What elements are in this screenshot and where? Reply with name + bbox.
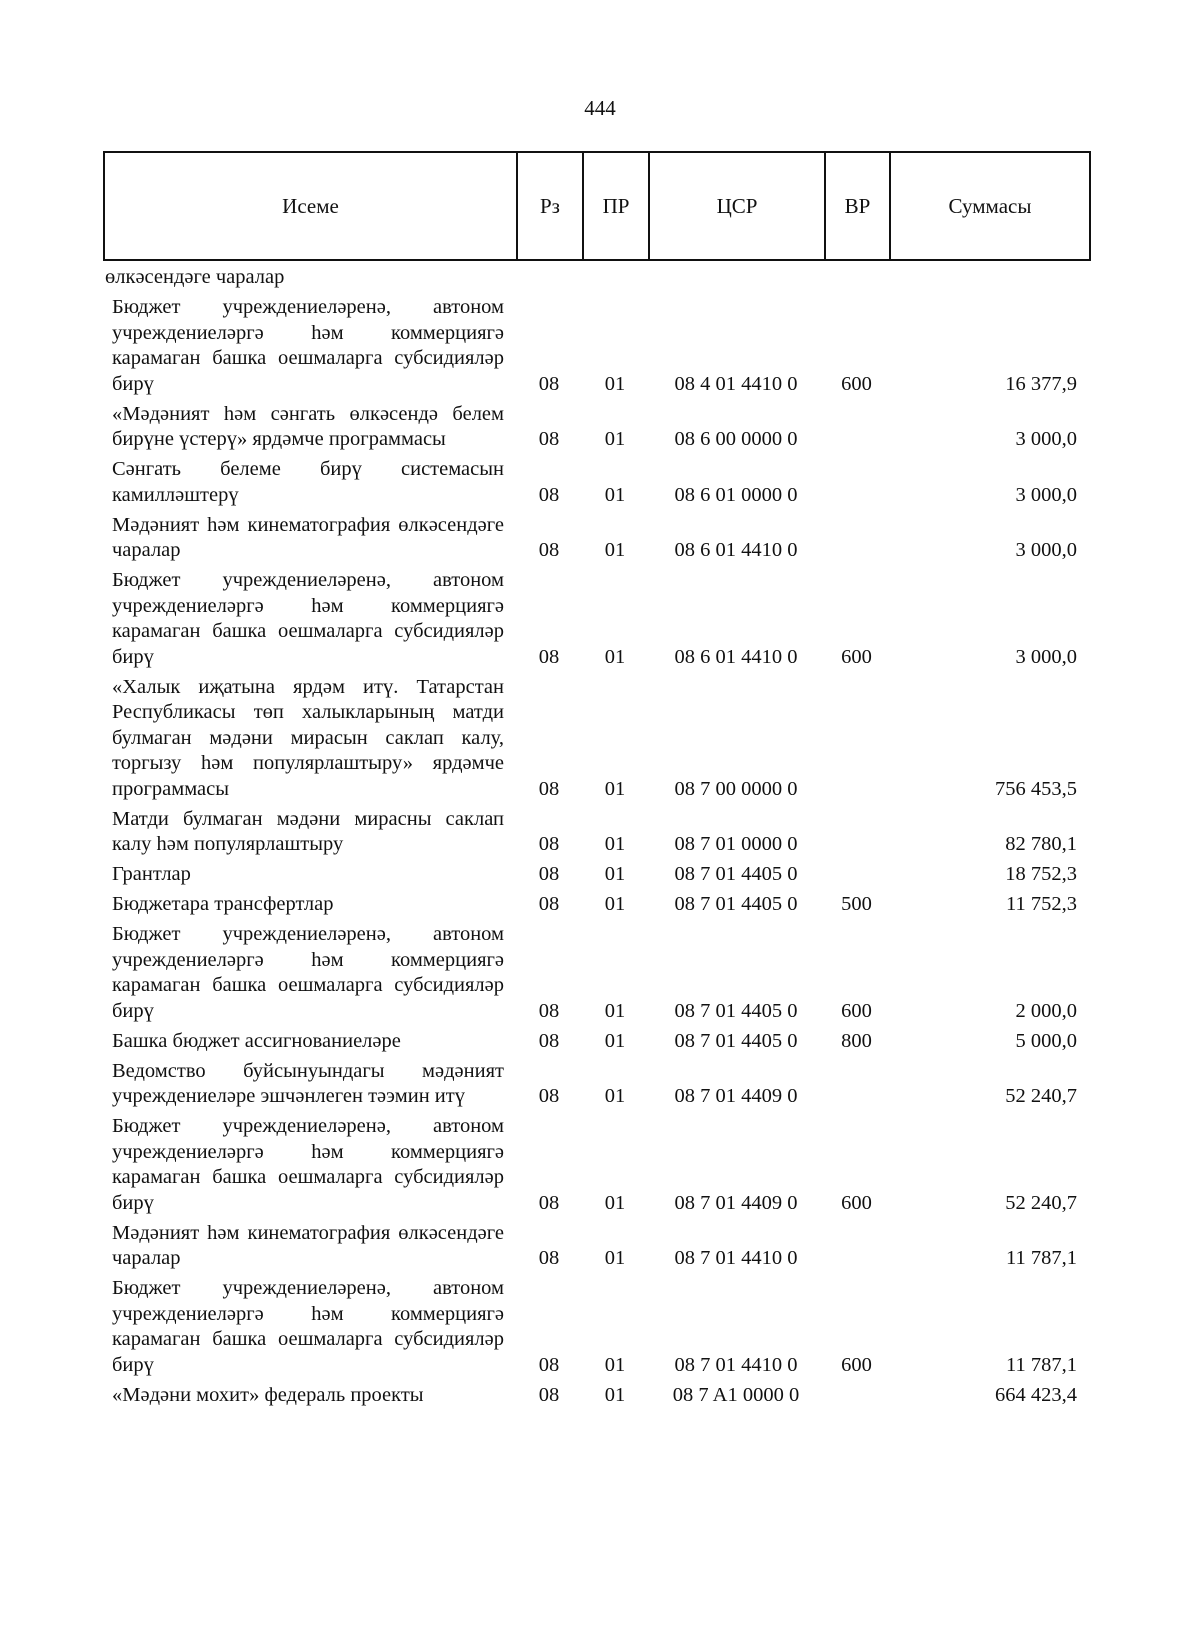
cell-rz: 08: [538, 372, 560, 395]
table-row: [103, 295, 1089, 402]
cell-vr: 500: [841, 893, 872, 915]
table-row: [103, 675, 1089, 807]
cell-pr: 01: [604, 833, 626, 855]
cell-name: Мәдәният һәм кинематография өлкәсендәге чаралар: [112, 513, 504, 561]
table-row: [103, 265, 1089, 295]
cell-name: Бюджет учреждениеләренә, автоном учреждениеләргә һәм коммерциягә карамаган башка оешмаларга субсидияләр бирү: [112, 923, 504, 1022]
cell-sum: 52 240,7: [1005, 1085, 1077, 1107]
cell-name: Бюджет учреждениеләренә, автоном учреждениеләргә һәм коммерциягә карамаган башка оешмаларга субсидияләр бирү: [112, 569, 504, 668]
cell-rz: 08: [538, 645, 560, 668]
cell-csr: 08 7 01 4405 0: [674, 863, 798, 885]
cell-vr: [824, 1383, 889, 1413]
cell-sum: 16 377,9: [1005, 372, 1077, 395]
column-header-rz: Рз: [517, 152, 583, 260]
cell-pr: 01: [604, 1085, 626, 1107]
cell-name: Грантлар: [112, 863, 191, 885]
cell-vr: [824, 1059, 889, 1115]
cell-pr: 01: [604, 863, 626, 885]
cell-pr: 01: [604, 1191, 626, 1214]
cell-name: «Мәдәният һәм сәнгать өлкәсендә белем бирүне үстерү» ярдәмче программасы: [112, 402, 504, 450]
cell-rz: 08: [538, 428, 560, 450]
cell-sum: 11 787,1: [1006, 1353, 1077, 1376]
cell-csr: 08 7 01 4409 0: [674, 1191, 798, 1214]
cell-pr: 01: [604, 1029, 626, 1052]
cell-csr: 08 4 01 4410 0: [674, 372, 798, 395]
cell-csr: 08 7 01 4410 0: [674, 1247, 798, 1269]
cell-rz: 08: [538, 1353, 560, 1376]
cell-name: Бюджет учреждениеләренә, автоном учреждениеләргә һәм коммерциягә карамаган башка оешмаларга субсидияләр бирү: [112, 1277, 504, 1376]
table-row: [103, 1221, 1089, 1277]
table-row: [103, 892, 1089, 922]
cell-pr: 01: [604, 645, 626, 668]
cell-csr: 08 6 01 0000 0: [674, 483, 798, 506]
cell-vr: [824, 402, 889, 458]
cell-vr: [824, 457, 889, 513]
cell-vr: [824, 1221, 889, 1277]
cell-name: Бюджетара трансфертлар: [112, 893, 334, 915]
cell-vr: [824, 265, 889, 295]
cell-rz: [516, 265, 582, 295]
cell-name: Бюджет учреждениеләренә, автоном учреждениеләргә һәм коммерциягә карамаган башка оешмаларга субсидияләр бирү: [112, 296, 504, 395]
table-row: [103, 1114, 1089, 1221]
cell-name: Ведомство буйсынуындагы мәдәният учреждениеләре эшчәнлеген тәэмин итү: [112, 1059, 504, 1107]
cell-rz: 08: [538, 1383, 560, 1406]
table-row: [103, 1276, 1089, 1383]
cell-sum: 664 423,4: [995, 1383, 1077, 1406]
column-header-pr: ПР: [583, 152, 649, 260]
cell-sum: [889, 265, 1089, 295]
cell-sum: 82 780,1: [1005, 833, 1077, 855]
budget-table: [103, 265, 1089, 1413]
cell-name: «Халык иҗатына ярдәм итү. Татарстан Республикасы төп халыкларының матди булмаган мәдәни мирасын саклап калу, торгызу һәм популярлаштыру» ярдәмче программасы: [112, 675, 504, 800]
cell-vr: [824, 513, 889, 569]
cell-name: «Мәдәни мохит» федераль проекты: [112, 1383, 424, 1406]
cell-pr: 01: [604, 1353, 626, 1376]
cell-vr: [824, 675, 889, 807]
cell-rz: 08: [538, 483, 560, 506]
cell-pr: 01: [604, 999, 626, 1022]
cell-sum: 3 000,0: [1015, 483, 1077, 506]
table-row: [103, 807, 1089, 863]
page-number: 444: [584, 96, 616, 120]
cell-csr: 08 7 A1 0000 0: [672, 1383, 800, 1406]
cell-vr: [824, 807, 889, 863]
cell-csr: 08 6 01 4410 0: [674, 539, 798, 561]
table-row: [103, 1059, 1089, 1115]
cell-pr: 01: [604, 893, 626, 915]
cell-pr: 01: [604, 483, 626, 506]
cell-pr: [582, 265, 648, 295]
cell-csr: 08 7 01 0000 0: [674, 833, 798, 855]
cell-sum: 3 000,0: [1015, 428, 1077, 450]
cell-name: Мәдәният һәм кинематография өлкәсендәге чаралар: [112, 1221, 504, 1269]
cell-name: өлкәсендәге чаралар: [105, 266, 285, 288]
cell-pr: 01: [604, 1247, 626, 1269]
cell-csr: 08 7 01 4409 0: [674, 1085, 798, 1107]
cell-vr: 600: [841, 999, 872, 1022]
table-row: [103, 457, 1089, 513]
cell-sum: 5 000,0: [1015, 1029, 1077, 1052]
cell-sum: 2 000,0: [1015, 999, 1077, 1022]
cell-vr: 800: [841, 1029, 872, 1052]
cell-sum: 11 787,1: [1006, 1247, 1077, 1269]
cell-rz: 08: [538, 1029, 560, 1052]
cell-sum: 52 240,7: [1005, 1191, 1077, 1214]
cell-vr: 600: [841, 1353, 872, 1376]
table-row: [103, 513, 1089, 569]
cell-rz: 08: [538, 777, 560, 800]
cell-rz: 08: [538, 1247, 560, 1269]
cell-pr: 01: [604, 372, 626, 395]
table-row: [103, 402, 1089, 458]
cell-csr: 08 6 00 0000 0: [674, 428, 798, 450]
cell-pr: 01: [604, 428, 626, 450]
cell-pr: 01: [604, 539, 626, 561]
table-row: [103, 1383, 1089, 1413]
table-row: [103, 922, 1089, 1029]
table-row: [103, 1029, 1089, 1059]
cell-rz: 08: [538, 863, 560, 885]
column-header-sum: Суммасы: [890, 152, 1090, 260]
cell-sum: 3 000,0: [1015, 645, 1077, 668]
budget-table-body: [103, 265, 1089, 1413]
column-header-name: Исеме: [104, 152, 517, 260]
cell-sum: 756 453,5: [995, 777, 1077, 800]
cell-pr: 01: [604, 1383, 626, 1406]
cell-sum: 18 752,3: [1005, 863, 1077, 885]
cell-csr: 08 7 01 4405 0: [674, 999, 798, 1022]
cell-vr: 600: [841, 372, 872, 395]
cell-name: Башка бюджет ассигнованиеләре: [112, 1029, 401, 1052]
cell-rz: 08: [538, 1085, 560, 1107]
cell-csr: 08 7 01 4405 0: [674, 1029, 798, 1052]
cell-vr: 600: [841, 1191, 872, 1214]
column-header-csr: ЦСР: [649, 152, 825, 260]
cell-rz: 08: [538, 999, 560, 1022]
table-row: [103, 568, 1089, 675]
cell-vr: [824, 862, 889, 892]
cell-csr: 08 7 01 4410 0: [674, 1353, 798, 1376]
cell-rz: 08: [538, 833, 560, 855]
cell-csr: 08 7 00 0000 0: [674, 777, 798, 800]
cell-rz: 08: [538, 539, 560, 561]
cell-name: Сәнгать белеме бирү системасын камилләштерү: [112, 458, 504, 506]
cell-csr: [648, 265, 824, 295]
cell-rz: 08: [538, 1191, 560, 1214]
cell-csr: 08 6 01 4410 0: [674, 645, 798, 668]
column-header-vr: ВР: [825, 152, 890, 260]
cell-csr: 08 7 01 4405 0: [674, 893, 798, 915]
cell-name: Матди булмаган мәдәни мирасны саклап калу һәм популярлаштыру: [112, 807, 504, 855]
cell-pr: 01: [604, 777, 626, 800]
cell-name: Бюджет учреждениеләренә, автоном учреждениеләргә һәм коммерциягә карамаган башка оешмаларга субсидияләр бирү: [112, 1115, 504, 1214]
table-header: [103, 151, 1091, 261]
cell-sum: 3 000,0: [1015, 539, 1077, 561]
cell-vr: 600: [841, 645, 872, 668]
table-row: [103, 862, 1089, 892]
cell-sum: 11 752,3: [1006, 893, 1077, 915]
cell-rz: 08: [538, 893, 560, 915]
